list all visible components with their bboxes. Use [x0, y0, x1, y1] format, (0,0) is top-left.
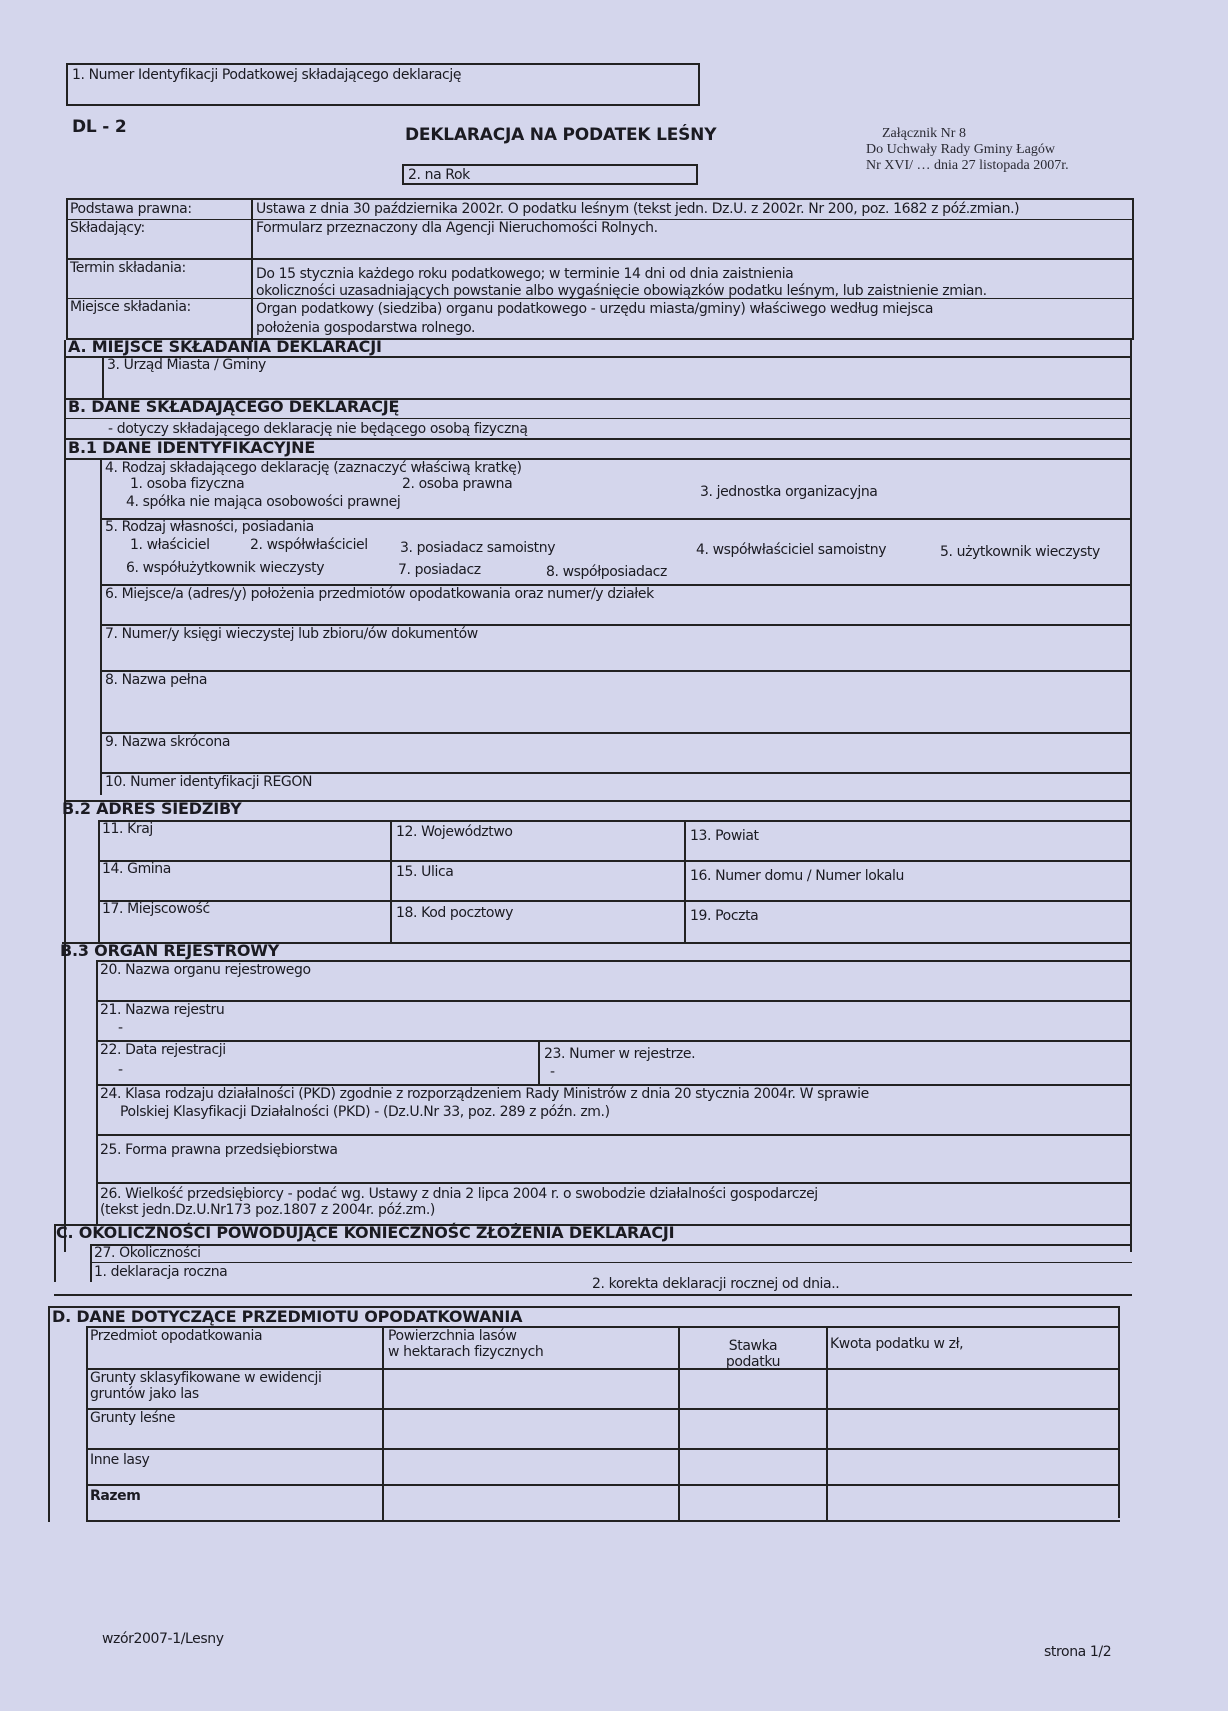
section-d-title: D. DANE DOTYCZĄCE PRZEDMIOTU OPODATKOWANIA	[52, 1307, 523, 1326]
field-17-label: 17. Miejscowość	[102, 901, 210, 917]
field-11-country[interactable]	[100, 820, 390, 860]
option-owner[interactable]: 1. właściciel	[130, 537, 210, 553]
field-20-label: 20. Nazwa organu rejestrowego	[100, 962, 311, 978]
template-code: wzór2007-1/Lesny	[102, 1631, 224, 1647]
field-24-label-1: 24. Klasa rodzaju działalności (PKD) zgodnie z rozporządzeniem Rady Ministrów z dnia 20 stycznia 2004r. W sprawie	[100, 1086, 869, 1102]
field-16-house-number[interactable]	[686, 860, 1130, 900]
field-3-label: 3. Urząd Miasta / Gminy	[107, 357, 266, 373]
field-16-label: 16. Numer domu / Numer lokalu	[690, 868, 904, 884]
year-label: 2. na Rok	[408, 167, 470, 183]
cell-forest-area[interactable]	[384, 1410, 676, 1448]
annex-line-3: Nr XVI/ … dnia 27 listopada 2007r.	[866, 158, 1069, 173]
field-25-label: 25. Forma prawna przedsiębiorstwa	[100, 1142, 338, 1158]
field-21-label: 21. Nazwa rejestru	[100, 1002, 225, 1018]
field-15-label: 15. Ulica	[396, 864, 454, 880]
field-6-location[interactable]	[102, 584, 1130, 624]
info-label-deadline: Termin składania:	[70, 260, 186, 276]
field-4-submitter-type	[102, 458, 1130, 518]
field-3-office[interactable]	[102, 356, 1130, 398]
field-24-pkd[interactable]	[98, 1084, 1130, 1134]
field-21-registry-name[interactable]	[98, 1000, 1130, 1040]
field-8-full-name[interactable]	[102, 670, 1130, 732]
option-holder[interactable]: 7. posiadacz	[398, 562, 481, 578]
field-21-value: -	[118, 1020, 123, 1036]
field-22-registration-date[interactable]	[98, 1040, 538, 1084]
row-label-forest-land: Grunty leśne	[90, 1410, 176, 1426]
cell-total-area[interactable]	[384, 1486, 676, 1520]
option-org-unit[interactable]: 3. jednostka organizacyjna	[700, 484, 878, 500]
annex-line-2: Do Uchwały Rady Gminy Łagów	[866, 142, 1055, 157]
info-value-place-1: Organ podatkowy (siedziba) organu podatkowego - urzędu miasta/gminy) właściwego według miejsca	[256, 301, 934, 317]
option-perpetual-co-user[interactable]: 6. współużytkownik wieczysty	[126, 560, 325, 576]
option-legal-person[interactable]: 2. osoba prawna	[402, 476, 513, 492]
field-9-label: 9. Nazwa skrócona	[105, 734, 231, 750]
info-value-deadline-1: Do 15 stycznia każdego roku podatkowego; w terminie 14 dni od dnia zaistnienia	[256, 266, 794, 282]
cell-forest-rate[interactable]	[680, 1410, 824, 1448]
field-8-label: 8. Nazwa pełna	[105, 672, 208, 688]
form-code: DL - 2	[72, 117, 127, 137]
info-value-deadline-2: okoliczności uzasadniających powstanie albo wygaśnięcie obowiązków podatku leśnym, lub zaistnienie zmian.	[256, 283, 987, 299]
field-11-label: 11. Kraj	[102, 821, 153, 837]
row-label-total: Razem	[90, 1488, 141, 1504]
option-independent-co-owner[interactable]: 4. współwłaściciel samoistny	[696, 542, 887, 558]
field-22-label: 22. Data rejestracji	[100, 1042, 226, 1058]
row-label-other-forests: Inne lasy	[90, 1452, 150, 1468]
cell-forest-amount[interactable]	[828, 1410, 1118, 1448]
field-14-label: 14. Gmina	[102, 861, 171, 877]
field-10-regon[interactable]	[102, 772, 1130, 795]
col-header-rate: Stawka podatku	[725, 1338, 781, 1370]
info-value-legal-basis: Ustawa z dnia 30 października 2002r. O podatku leśnym (tekst jedn. Dz.U. z 2002r. Nr 200, poz. 1682 z póź.zmian.)	[256, 201, 1020, 217]
field-26-label-1: 26. Wielkość przedsiębiorcy - podać wg. Ustawy z dnia 2 lipca 2004 r. o swobodzie działalności gospodarczej	[100, 1186, 818, 1202]
info-label-legal-basis: Podstawa prawna:	[70, 201, 192, 217]
field-25-legal-form[interactable]	[98, 1134, 1130, 1182]
field-4-label: 4. Rodzaj składającego deklarację (zaznaczyć właściwą kratkę)	[105, 460, 522, 476]
field-12-voivodeship[interactable]	[392, 820, 684, 860]
field-9-short-name[interactable]	[102, 732, 1130, 772]
field-20-registry-body[interactable]	[98, 960, 1130, 1000]
field-13-county[interactable]	[686, 820, 1130, 860]
field-23-label: 23. Numer w rejestrze.	[544, 1046, 696, 1062]
field-19-post-office[interactable]	[686, 900, 1130, 942]
option-partnership[interactable]: 4. spółka nie mająca osobowości prawnej	[126, 494, 401, 510]
field-7-label: 7. Numer/y księgi wieczystej lub zbioru/ów dokumentów	[105, 626, 478, 642]
section-b-subtitle: - dotyczy składającego deklarację nie będącego osobą fizyczną	[108, 421, 528, 437]
tax-table	[86, 1326, 1120, 1522]
cell-other-rate[interactable]	[680, 1450, 824, 1484]
field-7-land-register[interactable]	[102, 624, 1130, 670]
section-b3-title: B.3 ORGAN REJESTROWY	[60, 941, 280, 960]
field-14-commune[interactable]	[100, 860, 390, 900]
option-co-holder[interactable]: 8. współposiadacz	[546, 564, 667, 580]
cell-other-area[interactable]	[384, 1450, 676, 1484]
field-27-label: 27. Okoliczności	[94, 1245, 201, 1261]
field-5-label: 5. Rodzaj własności, posiadania	[105, 519, 314, 535]
field-6-label: 6. Miejsce/a (adres/y) położenia przedmiotów opodatkowania oraz numer/y działek	[105, 586, 654, 602]
col-header-subject: Przedmiot opodatkowania	[90, 1328, 263, 1344]
field-22-value: -	[118, 1062, 123, 1078]
field-18-postal-code[interactable]	[392, 900, 684, 942]
info-label-place: Miejsce składania:	[70, 299, 191, 315]
field-15-street[interactable]	[392, 860, 684, 900]
field-23-value: -	[550, 1064, 555, 1080]
option-annual-declaration[interactable]: 1. deklaracja roczna	[94, 1264, 228, 1280]
field-5-ownership-type	[102, 518, 1130, 584]
field-18-label: 18. Kod pocztowy	[396, 905, 513, 921]
year-field[interactable]	[402, 164, 698, 185]
section-b1-title: B.1 DANE IDENTYFIKACYJNE	[68, 438, 316, 457]
col-header-amount: Kwota podatku w zł,	[830, 1336, 964, 1352]
page-title: DEKLARACJA NA PODATEK LEŚNY	[405, 125, 717, 145]
field-24-label-2: Polskiej Klasyfikacji Działalności (PKD) - (Dz.U.Nr 33, poz. 289 z późn. zm.)	[120, 1104, 610, 1120]
nip-field[interactable]	[66, 63, 700, 106]
row-label-classified-land: Grunty sklasyfikowane w ewidencji gruntów jako las	[90, 1370, 322, 1402]
section-b-title: B. DANE SKŁADAJĄCEGO DEKLARACJĘ	[68, 397, 400, 416]
info-value-submitter: Formularz przeznaczony dla Agencji Nieruchomości Rolnych.	[256, 220, 658, 236]
info-label-submitter: Składający:	[70, 220, 145, 236]
field-23-registry-number[interactable]	[540, 1040, 1130, 1084]
section-c-title: C. OKOLICZNOŚCI POWODUJĄCE KONIECZNOŚC ZŁOŻENIA DEKLARACJI	[56, 1223, 675, 1242]
nip-label: 1. Numer Identyfikacji Podatkowej składającego deklarację	[72, 67, 462, 83]
col-header-area: Powierzchnia lasów w hektarach fizycznych	[388, 1328, 544, 1360]
annex-note	[866, 126, 1069, 174]
field-26-label-2: (tekst jedn.Dz.U.Nr173 poz.1807 z 2004r. póź.zm.)	[100, 1202, 435, 1218]
section-b2-title: B.2 ADRES SIEDZIBY	[62, 799, 242, 818]
cell-total-amount[interactable]	[828, 1486, 1118, 1520]
field-26-company-size[interactable]	[98, 1184, 1130, 1224]
option-co-owner[interactable]: 2. współwłaściciel	[250, 537, 368, 553]
field-19-label: 19. Poczta	[690, 908, 759, 924]
cell-classified-amount[interactable]	[828, 1370, 1118, 1408]
field-13-label: 13. Powiat	[690, 828, 759, 844]
cell-other-amount[interactable]	[828, 1450, 1118, 1484]
section-a-title: A. MIEJSCE SKŁADANIA DEKLARACJI	[68, 337, 382, 356]
option-independent-holder[interactable]: 3. posiadacz samoistny	[400, 540, 556, 556]
option-perpetual-user[interactable]: 5. użytkownik wieczysty	[940, 544, 1100, 560]
option-correction[interactable]: 2. korekta deklaracji rocznej od dnia..	[592, 1276, 840, 1292]
option-natural-person[interactable]: 1. osoba fizyczna	[130, 476, 245, 492]
info-table	[66, 198, 1134, 340]
field-17-locality[interactable]	[100, 900, 390, 942]
annex-line-1: Załącznik Nr 8	[882, 126, 966, 141]
cell-classified-rate[interactable]	[680, 1370, 824, 1408]
cell-classified-area[interactable]	[384, 1370, 676, 1408]
field-12-label: 12. Województwo	[396, 824, 513, 840]
field-10-label: 10. Numer identyfikacji REGON	[105, 774, 313, 790]
info-value-place-2: położenia gospodarstwa rolnego.	[256, 320, 476, 336]
page-number: strona 1/2	[1044, 1644, 1112, 1660]
cell-total-rate[interactable]	[680, 1486, 824, 1520]
